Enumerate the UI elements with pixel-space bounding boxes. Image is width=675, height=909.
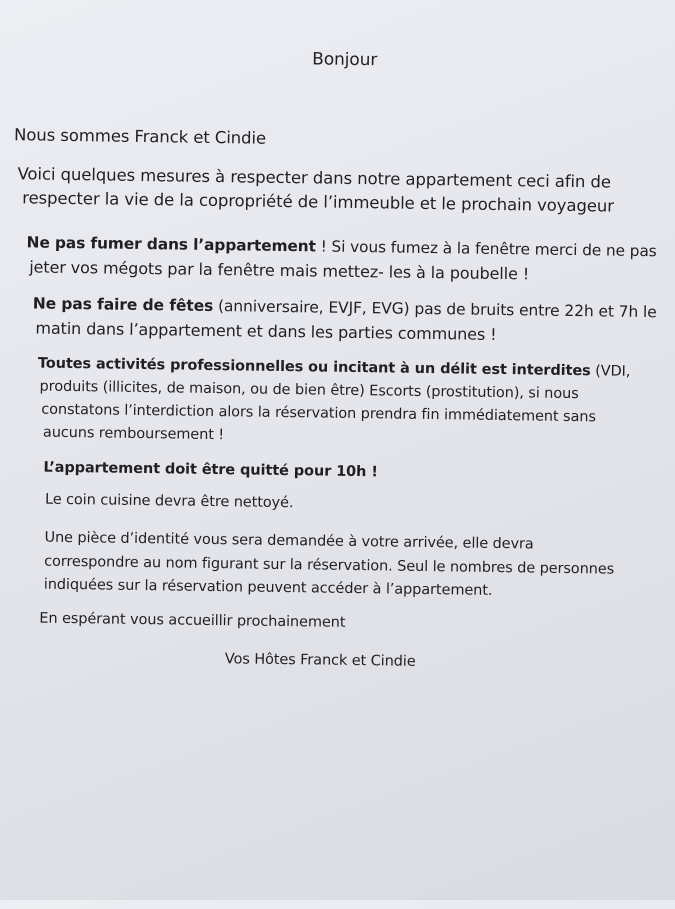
- rule-smoking-rest: ! Si vous fumez à la fenêtre merci de ne pas: [315, 237, 657, 261]
- rule-parties-rest: (anniversaire, EVJF, EVG) pas de bruits entre 22h et 7h le: [213, 297, 657, 322]
- identity-line1: Une pièce d’identité vous sera demandée à votre arrivée, elle devra: [44, 529, 534, 553]
- identity-line3: indiquées sur la réservation peuvent accéder à l’appartement.: [43, 576, 493, 599]
- rule-professional-line4: aucuns remboursement !: [42, 424, 225, 444]
- intro-line: Nous sommes Franck et Cindie: [13, 125, 267, 148]
- rule-smoking-bold: Ne pas fumer dans l’appartement: [26, 233, 316, 256]
- closing-line: En espérant vous accueillir prochainement: [39, 610, 346, 631]
- identity-line2: correspondre au nom figurant sur la réservation. Seul le nombres de personnes: [44, 553, 615, 578]
- checkout-bold: L’appartement doit être quitté pour 10h !: [43, 459, 378, 481]
- rule-smoking-line2: jeter vos mégots par la fenêtre mais mettez- les à la poubelle !: [29, 257, 530, 284]
- checkout-notice: [43, 457, 378, 484]
- greeting: Bonjour: [312, 49, 378, 71]
- rule-professional-line2: produits (illicites, de maison, ou de bien être) Escorts (prostitution), si nous: [39, 378, 579, 403]
- rule-parties-bold: Ne pas faire de fêtes: [32, 294, 214, 316]
- signature-line: Vos Hôtes Franck et Cindie: [224, 651, 416, 670]
- rule-professional-rest: (VDI,: [590, 363, 631, 380]
- paragraph1-line2: respecter la vie de la copropriété de l’immeuble et le prochain voyageur: [22, 188, 615, 216]
- paragraph1-line1: Voici quelques mesures à respecter dans notre appartement ceci afin de: [17, 164, 612, 192]
- rule-professional-bold: Toutes activités professionnelles ou incitant à un délit est interdites: [37, 355, 591, 380]
- kitchen-notice: Le coin cuisine devra être nettoyé.: [44, 491, 294, 512]
- rule-parties-line2: matin dans l’appartement et dans les parties communes !: [35, 318, 497, 344]
- rule-professional-line3: constatons l’interdiction alors la réservation prendra fin immédiatement sans: [41, 401, 596, 426]
